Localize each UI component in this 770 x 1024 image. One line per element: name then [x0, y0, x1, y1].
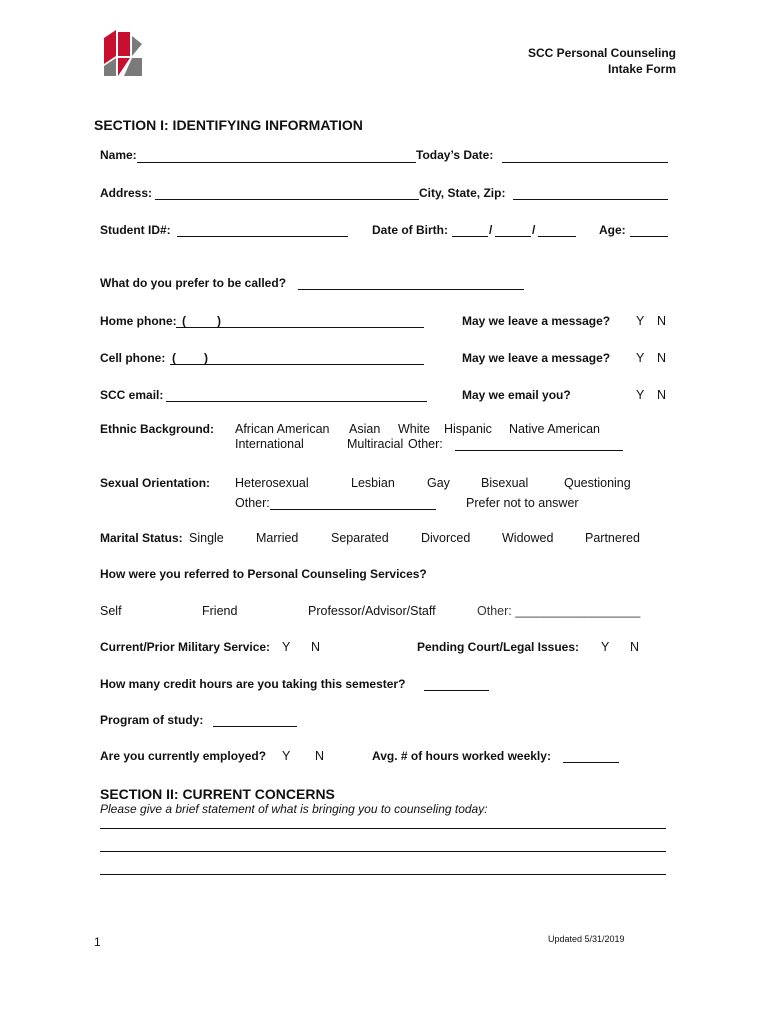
dob-slash-2: /	[532, 223, 536, 237]
cell-phone-paren-open: (	[172, 351, 176, 365]
dob-month-field[interactable]	[452, 236, 488, 237]
ethnic-other-field[interactable]	[455, 450, 623, 451]
hours-worked-field[interactable]	[563, 762, 619, 763]
home-phone-paren-open: (	[182, 314, 186, 328]
cell-message-yes-option[interactable]: Y	[636, 351, 645, 365]
military-no-option[interactable]: N	[311, 640, 321, 654]
home-message-yes-option[interactable]: Y	[636, 314, 645, 328]
todays-date-field[interactable]	[502, 162, 668, 163]
marital-option-separated[interactable]: Separated	[331, 531, 389, 545]
home-phone-paren-close: )	[217, 314, 221, 328]
home-message-no-option[interactable]: N	[657, 314, 667, 328]
cell-phone-field[interactable]	[170, 364, 424, 365]
scc-logo	[102, 30, 144, 78]
concerns-prompt: Please give a brief statement of what is bringing you to counseling today:	[100, 802, 488, 816]
concerns-line-2[interactable]	[100, 851, 666, 852]
orientation-option-questioning[interactable]: Questioning	[564, 476, 631, 490]
marital-option-partnered[interactable]: Partnered	[585, 531, 640, 545]
student-id-field[interactable]	[177, 236, 348, 237]
scc-email-label: SCC email:	[100, 388, 164, 402]
program-of-study-label: Program of study:	[100, 713, 204, 727]
home-phone-label: Home phone:	[100, 314, 177, 328]
section2-heading: SECTION II: CURRENT CONCERNS	[100, 786, 335, 802]
todays-date-label: Today’s Date:	[416, 148, 494, 162]
orientation-option-prefer-not[interactable]: Prefer not to answer	[466, 496, 579, 510]
student-id-label: Student ID#:	[100, 223, 171, 237]
section1-heading: SECTION I: IDENTIFYING INFORMATION	[94, 117, 363, 133]
ethnic-option-native-american[interactable]: Native American	[509, 422, 601, 436]
orientation-option-other[interactable]: Other:	[235, 496, 270, 510]
legal-issues-label: Pending Court/Legal Issues:	[417, 640, 580, 654]
marital-option-widowed[interactable]: Widowed	[502, 531, 554, 545]
updated-date: Updated 5/31/2019	[548, 934, 625, 944]
marital-option-divorced[interactable]: Divorced	[421, 531, 471, 545]
orientation-option-heterosexual[interactable]: Heterosexual	[235, 476, 309, 490]
referral-option-professor[interactable]: Professor/Advisor/Staff	[308, 604, 436, 618]
marital-status-label: Marital Status:	[100, 531, 183, 545]
hours-worked-label: Avg. # of hours worked weekly:	[372, 749, 551, 763]
ethnic-option-white[interactable]: White	[398, 422, 430, 436]
ethnic-option-hispanic[interactable]: Hispanic	[444, 422, 492, 436]
city-state-zip-label: City, State, Zip:	[419, 186, 506, 200]
name-label: Name:	[100, 148, 137, 162]
name-field[interactable]	[137, 162, 416, 163]
marital-option-single[interactable]: Single	[189, 531, 224, 545]
sexual-orientation-label: Sexual Orientation:	[100, 476, 211, 490]
form-title-line1: SCC Personal Counseling	[527, 46, 676, 60]
dob-day-field[interactable]	[495, 236, 531, 237]
home-leave-message-question: May we leave a message?	[462, 314, 611, 328]
referral-question: How were you referred to Personal Counseling Services?	[100, 567, 427, 581]
cell-message-no-option[interactable]: N	[657, 351, 667, 365]
email-yes-option[interactable]: Y	[636, 388, 645, 402]
age-field[interactable]	[630, 236, 668, 237]
address-label: Address:	[100, 186, 153, 200]
credit-hours-field[interactable]	[424, 690, 489, 691]
scc-email-field[interactable]	[166, 401, 427, 402]
employed-yes-option[interactable]: Y	[282, 749, 291, 763]
employed-question: Are you currently employed?	[100, 749, 267, 763]
marital-option-married[interactable]: Married	[256, 531, 299, 545]
cell-leave-message-question: May we leave a message?	[462, 351, 611, 365]
dob-label: Date of Birth:	[372, 223, 448, 237]
preferred-name-label: What do you prefer to be called?	[100, 276, 287, 290]
referral-option-friend[interactable]: Friend	[202, 604, 238, 618]
dob-slash-1: /	[489, 223, 493, 237]
dob-year-field[interactable]	[538, 236, 576, 237]
military-service-label: Current/Prior Military Service:	[100, 640, 271, 654]
orientation-option-bisexual[interactable]: Bisexual	[481, 476, 529, 490]
age-label: Age:	[599, 223, 626, 237]
orientation-option-gay[interactable]: Gay	[427, 476, 450, 490]
address-field[interactable]	[155, 199, 419, 200]
cell-phone-paren-close: )	[204, 351, 208, 365]
ethnic-option-african-american[interactable]: African American	[235, 422, 330, 436]
ethnic-option-asian[interactable]: Asian	[349, 422, 381, 436]
ethnic-background-label: Ethnic Background:	[100, 422, 215, 436]
concerns-line-3[interactable]	[100, 874, 666, 875]
concerns-line-1[interactable]	[100, 828, 666, 829]
orientation-other-field[interactable]	[270, 509, 436, 510]
legal-no-option[interactable]: N	[630, 640, 640, 654]
email-no-option[interactable]: N	[657, 388, 667, 402]
credit-hours-question: How many credit hours are you taking this semester?	[100, 677, 406, 691]
program-of-study-field[interactable]	[213, 726, 297, 727]
city-state-zip-field[interactable]	[513, 199, 668, 200]
home-phone-field[interactable]	[176, 327, 424, 328]
preferred-name-field[interactable]	[298, 289, 524, 290]
orientation-option-lesbian[interactable]: Lesbian	[351, 476, 395, 490]
cell-phone-label: Cell phone:	[100, 351, 166, 365]
form-title-line2: Intake Form	[607, 62, 676, 76]
email-you-question: May we email you?	[462, 388, 571, 402]
referral-option-other[interactable]: Other: __________________	[477, 604, 641, 618]
ethnic-option-international[interactable]: International	[235, 437, 304, 451]
legal-yes-option[interactable]: Y	[601, 640, 610, 654]
military-yes-option[interactable]: Y	[282, 640, 291, 654]
ethnic-option-other[interactable]: Other:	[408, 437, 443, 451]
employed-no-option[interactable]: N	[315, 749, 325, 763]
ethnic-option-multiracial[interactable]: Multiracial	[347, 437, 404, 451]
page-number: 1	[94, 935, 101, 949]
referral-option-self[interactable]: Self	[100, 604, 122, 618]
